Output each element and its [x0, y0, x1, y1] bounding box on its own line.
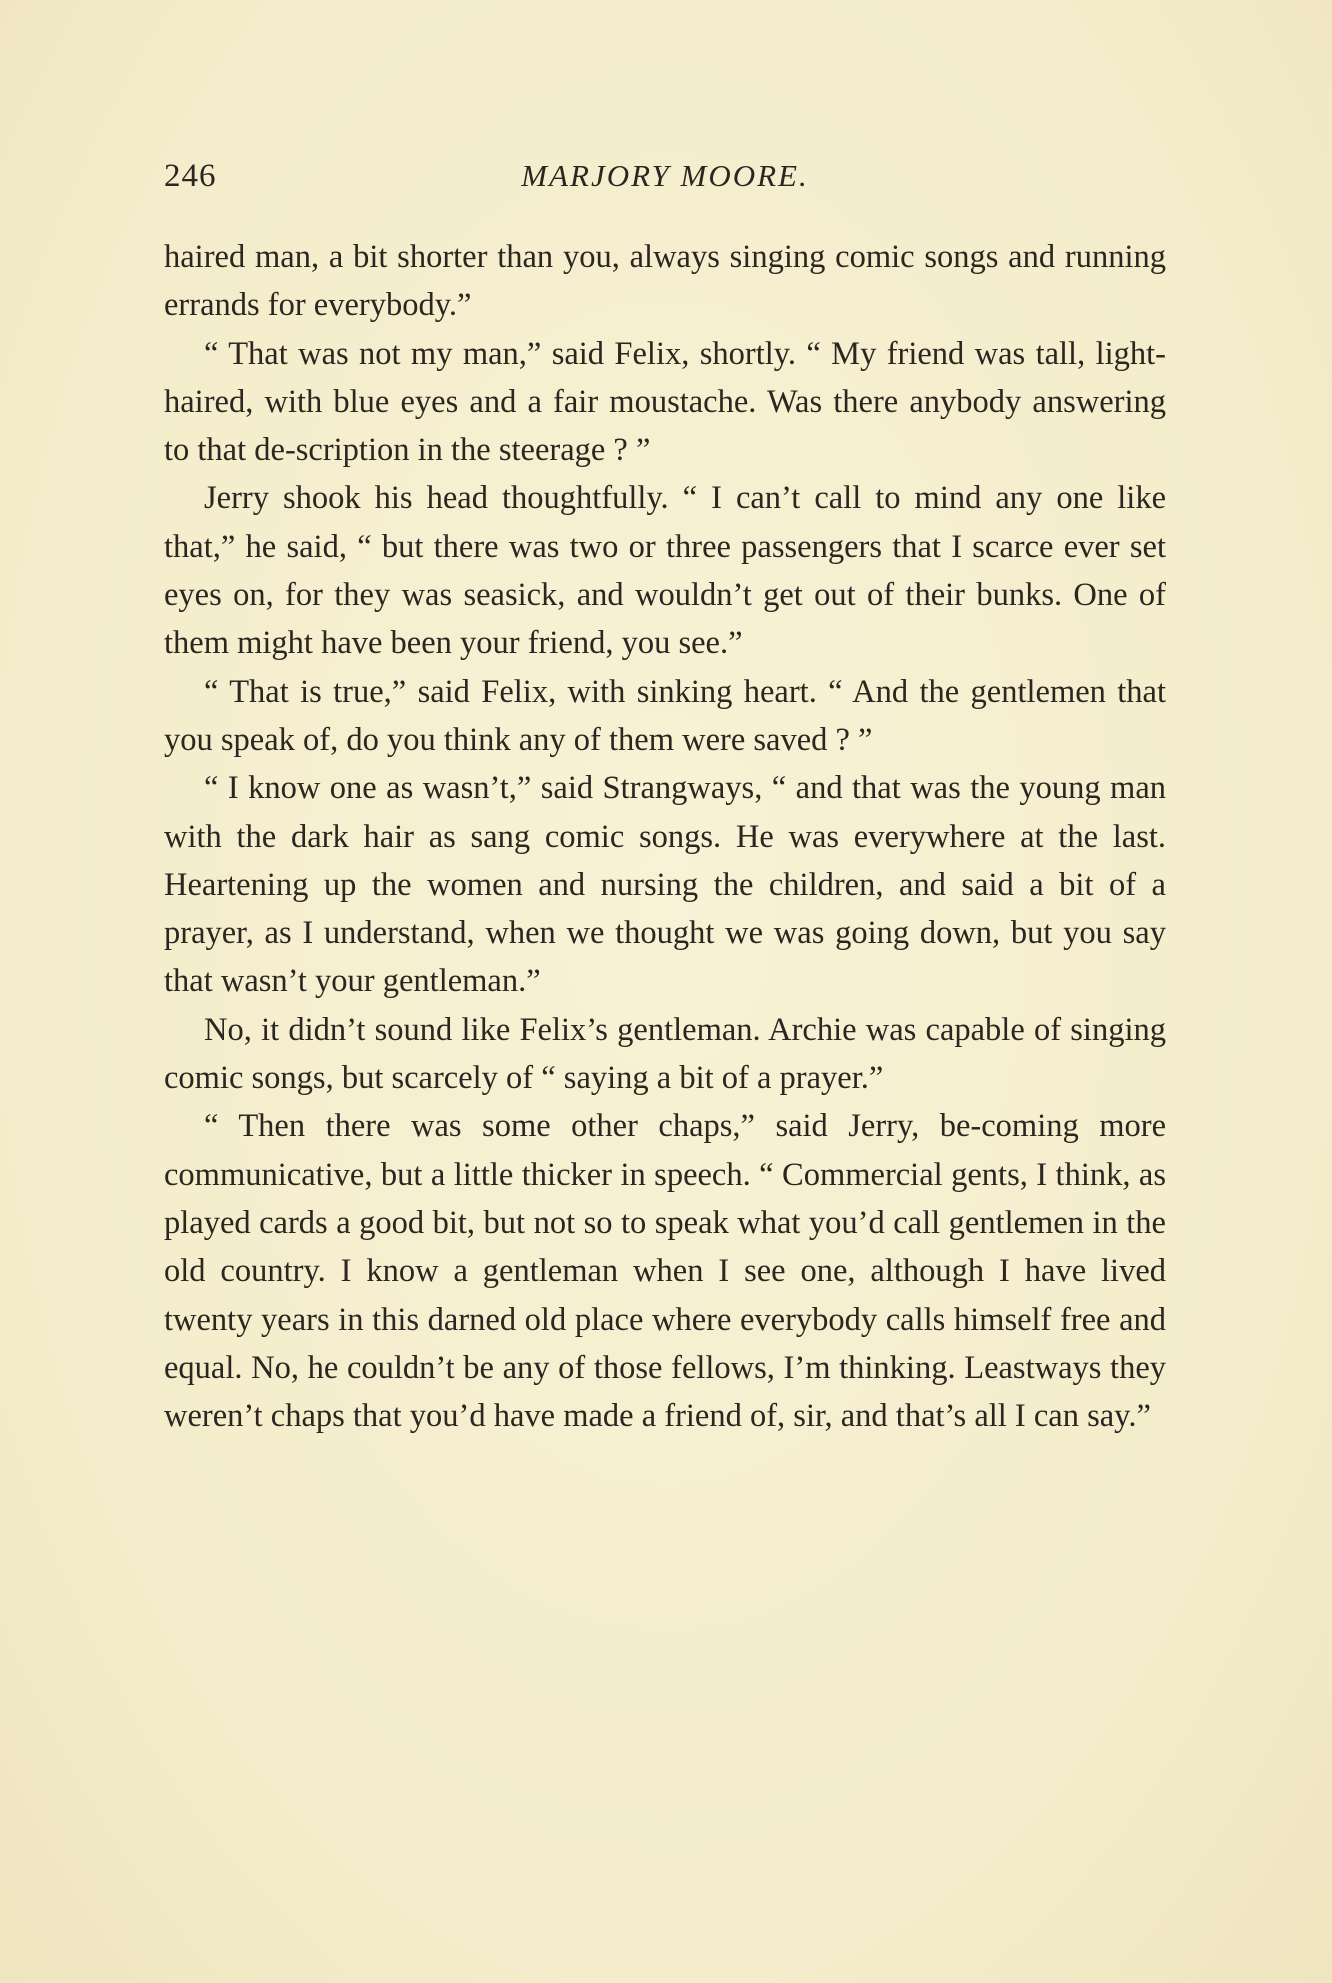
paragraph: “ That is true,” said Felix, with sinking heart. “ And the gentlemen that you speak of, do you think any of them were saved ? ”	[164, 673, 1166, 758]
page-number: 246	[164, 158, 217, 194]
paragraph: “ Then there was some other chaps,” said Jerry, be-coming more communicative, but a little thicker in speech. “ Commercial gents, I think, as played cards a good bit, but not so to speak what you’d call gentlemen in the old country. I know a gentleman when I see one, although I have lived twenty years in this darned old place where everybody calls himself free and equal. No, he couldn’t be any of those fellows, I’m thinking. Leastways they weren’t chaps that you’d have made a friend of, sir, and that’s all I can say.”	[164, 1108, 1166, 1435]
paragraph: No, it didn’t sound like Felix’s gentleman. Archie was capable of singing comic songs, but scarcely of “ saying a bit of a prayer.”	[164, 1011, 1166, 1097]
running-title: MARJORY MOORE.	[521, 158, 809, 193]
paragraph: haired man, a bit shorter than you, always singing comic songs and running errands for everybody.”	[164, 239, 1166, 324]
page-header	[164, 158, 1166, 208]
paragraph: Jerry shook his head thoughtfully. “ I can’t call to mind any one like that,” he said, “ but there was two or three passengers that I scarce ever set eyes on, for they was seasick, and wouldn’t get out of their bunks. One of them might have been your friend, you see.”	[164, 480, 1166, 662]
paragraph: “ That was not my man,” said Felix, shortly. “ My friend was tall, light-haired, with blue eyes and a fair moustache. Was there anybody answering to that de-scription in the steerage ? ”	[164, 335, 1166, 469]
body-text	[164, 233, 1166, 1440]
paragraph: “ I know one as wasn’t,” said Strangways, “ and that was the young man with the dark hair as sang comic songs. He was everywhere at the last. Heartening up the women and nursing the children, and said a bit of a prayer, as I understand, when we thought we was going down, but you say that wasn’t your gentleman.”	[164, 770, 1166, 1000]
